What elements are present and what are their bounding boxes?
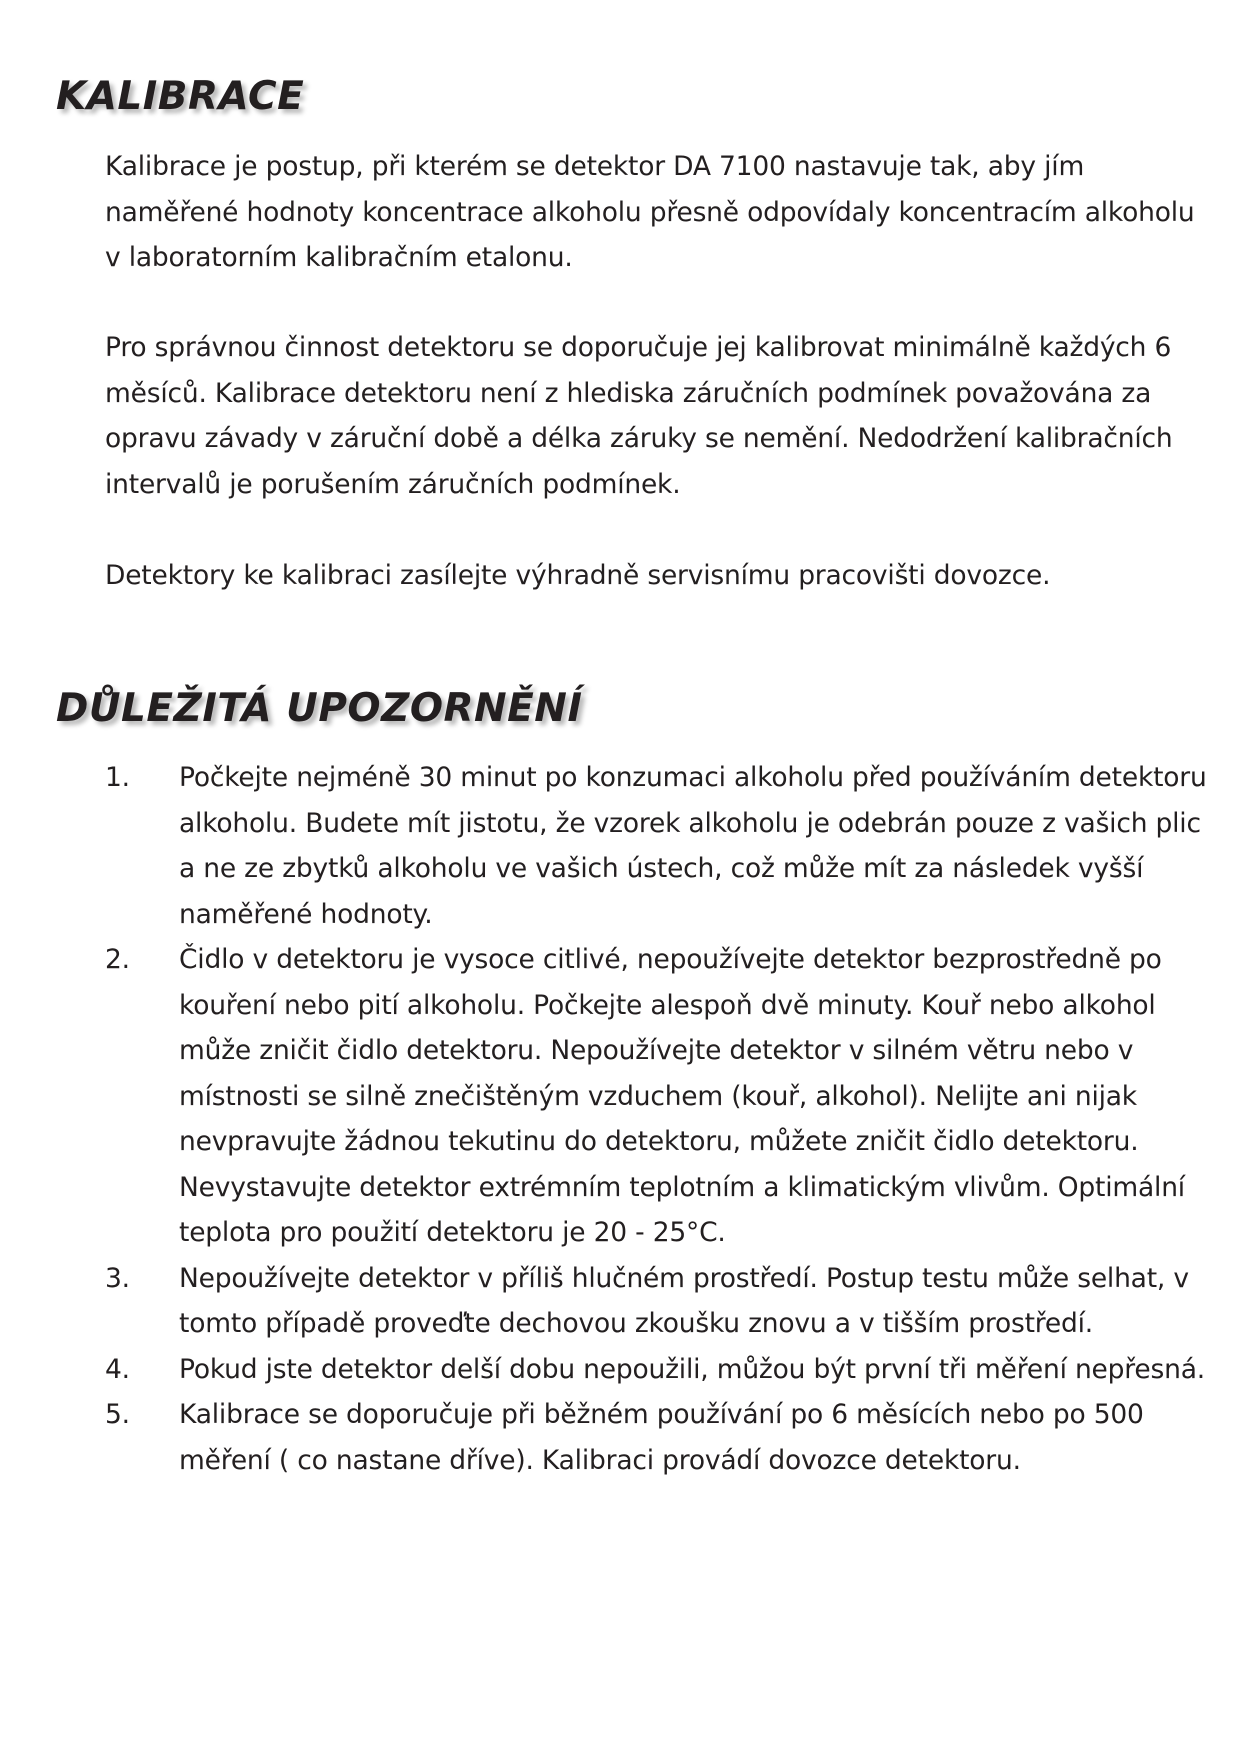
list-item <box>0 1347 1209 1393</box>
list-item-text: Nepoužívejte detektor v příliš hlučném prostředí. Postup testu může selhat, v tomto případě proveďte dechovou zkoušku znovu a v tišším prostředí. <box>179 1262 1189 1339</box>
list-item-number: 3. <box>105 1262 130 1294</box>
list-item <box>0 1392 1209 1483</box>
list-item-number: 4. <box>105 1353 130 1385</box>
section-heading-kalibrace: KALIBRACE <box>56 74 305 119</box>
paragraph-kalibrace-interval: Pro správnou činnost detektoru se doporučuje jej kalibrovat minimálně každých 6 měsíců. Kalibrace detektoru není z hlediska záručních podmínek považována za opravu závady v záruční době a délka záruky se nemění. Nedodržení kalibračních intervalů je porušením záručních podmínek. <box>105 332 1173 500</box>
list-item-text: Kalibrace se doporučuje při běžném používání po 6 měsících nebo po 500 měření ( co nastane dříve). Kalibraci provádí dovozce detektoru. <box>179 1399 1144 1476</box>
list-item-text: Počkejte nejméně 30 minut po konzumaci alkoholu před používáním detektoru alkoholu. Budete mít jistotu, že vzorek alkoholu je odebrán pouze z vašich plic a ne ze zbytků alkoholu ve vašich ústech, což může mít za následek vyšší naměřené hodnoty. <box>179 762 1207 930</box>
paragraph-kalibrace-service: Detektory ke kalibraci zasílejte výhradně servisnímu pracovišti dovozce. <box>105 560 1051 591</box>
warnings-list <box>0 755 1240 1483</box>
list-item-number: 2. <box>105 944 130 975</box>
list-item <box>0 1256 1209 1347</box>
list-item-number: 1. <box>105 762 130 793</box>
list-item <box>0 755 1209 937</box>
list-item-number: 5. <box>105 1399 130 1430</box>
list-item-text: Pokud jste detektor delší dobu nepoužili, můžou být první tři měření nepřesná. <box>179 1353 1205 1385</box>
paragraph-kalibrace-definition: Kalibrace je postup, při kterém se detektor DA 7100 nastavuje tak, aby jím naměřené hodnoty koncentrace alkoholu přesně odpovídaly koncentracím alkoholu v laboratorním kalibračním etalonu. <box>105 151 1195 273</box>
list-item <box>0 937 1209 1256</box>
list-item-text: Čidlo v detektoru je vysoce citlivé, nepoužívejte detektor bezprostředně po kouření nebo pití alkoholu. Počkejte alespoň dvě minuty. Kouř nebo alkohol může zničit čidlo detektoru. Nepoužívejte detektor v silném větru nebo v místnosti se silně znečištěným vzduchem (kouř, alkohol). Nelijte ani nijak nevpravujte žádnou tekutinu do detektoru, můžete zničit čidlo detektoru. Nevystavujte detektor extrémním teplotním a klimatickým vlivům. Optimální teplota pro použití detektoru je 20 - 25°C. <box>179 944 1185 1248</box>
section-heading-upozorneni: DŮLEŽITÁ UPOZORNĚNÍ <box>56 686 583 731</box>
